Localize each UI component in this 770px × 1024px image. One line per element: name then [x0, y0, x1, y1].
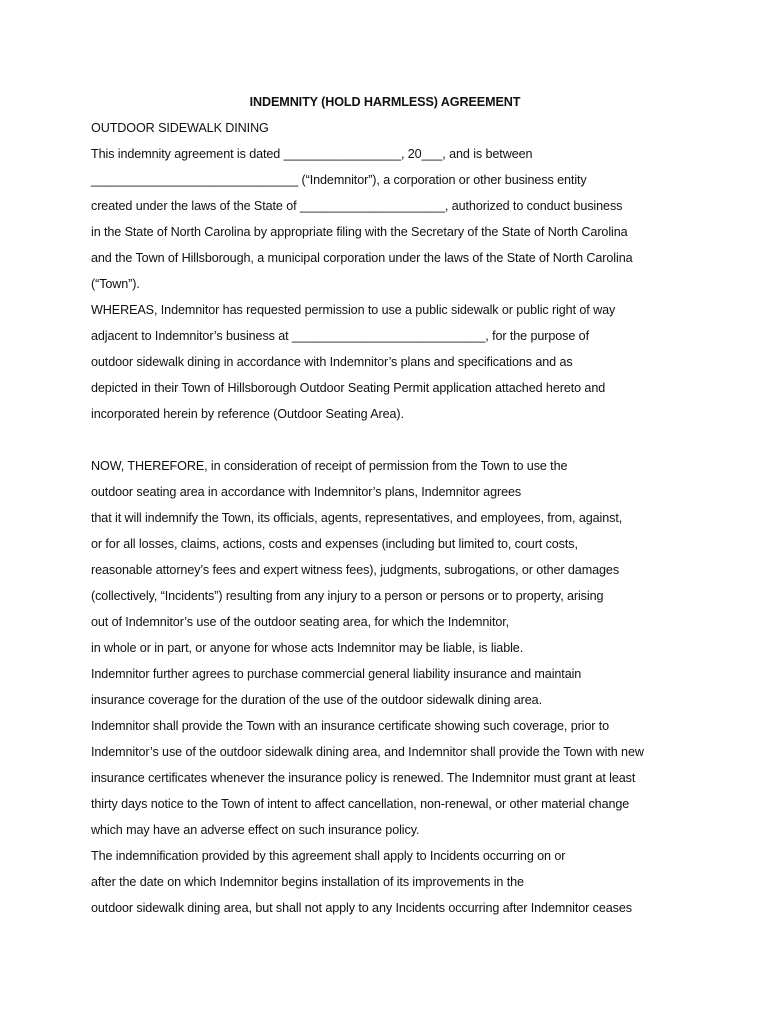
text-line: and the Town of Hillsborough, a municipal corporation under the laws of the State of North Carolina [91, 251, 633, 265]
text-line: after the date on which Indemnitor begins installation of its improvements in the [91, 875, 524, 889]
text-line: This indemnity agreement is dated _________________, 20___, and is between [91, 147, 533, 161]
text-line: adjacent to Indemnitor’s business at ____________________________, for the purpose of [91, 329, 589, 343]
text-line: outdoor seating area in accordance with Indemnitor’s plans, Indemnitor agrees [91, 485, 522, 499]
text-line: outdoor sidewalk dining in accordance with Indemnitor’s plans and specifications and as [91, 355, 573, 369]
text-line: thirty days notice to the Town of intent to affect cancellation, non-renewal, or other material change [91, 797, 630, 811]
text-line: NOW, THEREFORE, in consideration of receipt of permission from the Town to use the [91, 459, 568, 473]
text-line: insurance certificates whenever the insurance policy is renewed. The Indemnitor must grant at least [91, 771, 636, 785]
text-line: Indemnitor’s use of the outdoor sidewalk dining area, and Indemnitor shall provide the Town with new [91, 745, 644, 759]
document-title: INDEMNITY (HOLD HARMLESS) AGREEMENT [249, 95, 521, 109]
text-line: incorporated herein by reference (Outdoor Seating Area). [91, 407, 404, 421]
text-line: in whole or in part, or anyone for whose acts Indemnitor may be liable, is liable. [91, 641, 524, 655]
text-line: The indemnification provided by this agreement shall apply to Incidents occurring on or [91, 849, 566, 863]
text-line: insurance coverage for the duration of the use of the outdoor sidewalk dining area. [91, 693, 542, 707]
text-line: which may have an adverse effect on such insurance policy. [91, 823, 420, 837]
text-line: WHEREAS, Indemnitor has requested permission to use a public sidewalk or public right of way [91, 303, 616, 317]
text-line: (collectively, “Incidents”) resulting from any injury to a person or persons or to property, arising [91, 589, 604, 603]
text-line: reasonable attorney’s fees and expert witness fees), judgments, subrogations, or other damages [91, 563, 620, 577]
text-line: or for all losses, claims, actions, costs and expenses (including but limited to, court costs, [91, 537, 578, 551]
text-line: outdoor sidewalk dining area, but shall not apply to any Incidents occurring after Indemnitor ceases [91, 901, 632, 915]
text-line: in the State of North Carolina by appropriate filing with the Secretary of the State of North Carolina [91, 225, 628, 239]
section-heading: OUTDOOR SIDEWALK DINING [91, 121, 269, 135]
text-line: that it will indemnify the Town, its officials, agents, representatives, and employees, from, against, [91, 511, 623, 525]
text-line: Indemnitor further agrees to purchase commercial general liability insurance and maintain [91, 667, 582, 681]
text-line: (“Town”). [91, 277, 140, 291]
text-line: created under the laws of the State of _____________________, authorized to conduct business [91, 199, 623, 213]
text-line: Indemnitor shall provide the Town with an insurance certificate showing such coverage, prior to [91, 719, 610, 733]
text-line: ______________________________ (“Indemnitor”), a corporation or other business entity [91, 173, 587, 187]
text-line: depicted in their Town of Hillsborough Outdoor Seating Permit application attached hereto and [91, 381, 606, 395]
text-line: out of Indemnitor’s use of the outdoor seating area, for which the Indemnitor, [91, 615, 510, 629]
